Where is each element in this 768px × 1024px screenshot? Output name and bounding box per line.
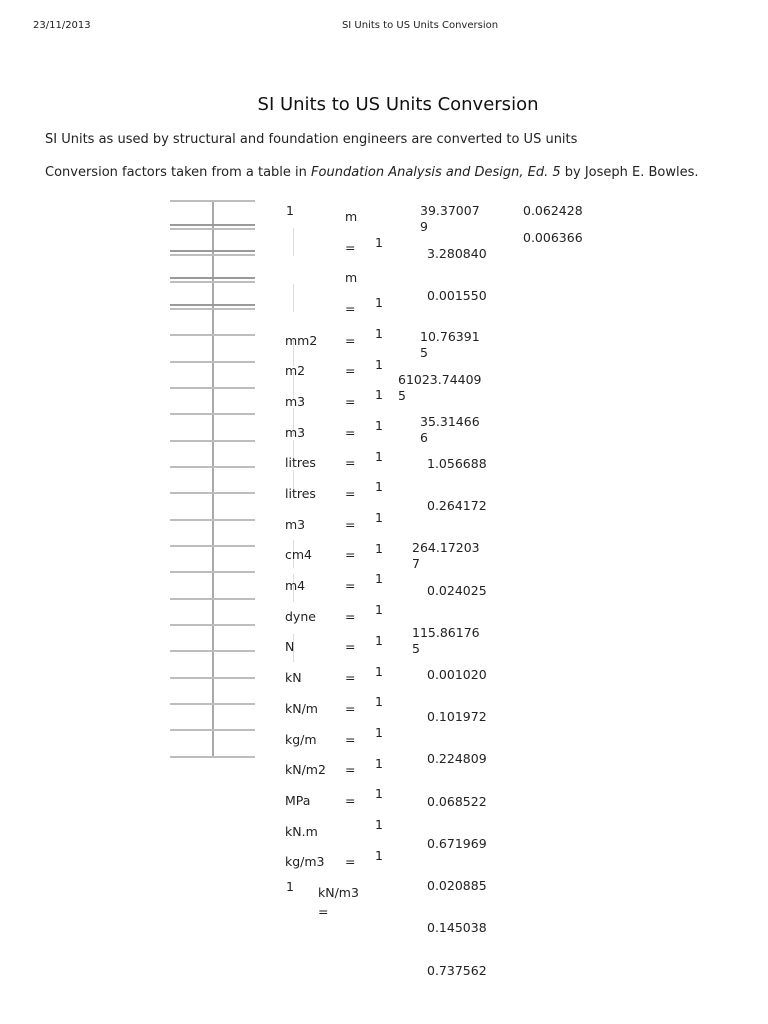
one-cell: 1	[375, 479, 383, 494]
value-cell: 0.101972	[427, 709, 487, 724]
rule-line	[170, 650, 255, 652]
value-cell: 0.737562	[427, 963, 487, 978]
rule-line	[170, 228, 255, 230]
intro-line-2-prefix: Conversion factors taken from a table in	[45, 165, 312, 180]
one-cell: 1	[375, 664, 383, 679]
one-cell: 1	[375, 387, 383, 402]
value-cell: 0.024025	[427, 583, 487, 598]
equals-cell: =	[345, 486, 356, 501]
equals-cell: =	[345, 701, 356, 716]
extra-value-cell: 0.006366	[523, 230, 583, 245]
rule-line	[170, 703, 255, 705]
unit-cell: m2	[285, 363, 306, 378]
rule-line	[170, 545, 255, 547]
unit-cell: litres	[285, 486, 316, 501]
equals-cell: =	[345, 425, 356, 440]
unit-cell: mm2	[285, 333, 318, 348]
value-cell: 115.861765	[412, 625, 480, 656]
equals-cell: =	[345, 333, 356, 348]
value-cell: 10.763915	[420, 329, 480, 360]
value-cell: 0.224809	[427, 751, 487, 766]
rule-line	[170, 413, 255, 415]
value-cell: 61023.744095	[398, 372, 482, 403]
header-title: SI Units to US Units Conversion	[341, 20, 499, 31]
rule-line	[170, 624, 255, 626]
unit-cell: m3	[285, 425, 306, 440]
rule-line	[170, 277, 255, 279]
unit-cell: m4	[285, 578, 306, 593]
equals-cell: =	[345, 301, 356, 316]
equals-cell: =	[318, 904, 329, 919]
one-cell: 1	[375, 725, 383, 740]
equals-cell: =	[345, 639, 356, 654]
unit-cell: kN/m	[285, 701, 318, 716]
rule-line	[170, 466, 255, 468]
rule-line	[170, 334, 255, 336]
one-cell: 1	[375, 786, 383, 801]
one-cell: 1	[375, 571, 383, 586]
intro-line-1: SI Units as used by structural and foundation engineers are converted to US units	[45, 132, 578, 147]
unit-cell: kg/m3	[285, 854, 325, 869]
one-cell: 1	[375, 848, 383, 863]
equals-cell: =	[345, 394, 356, 409]
one-cell: 1	[375, 295, 383, 310]
unit-cell: kN.m	[285, 824, 318, 839]
rule-line	[170, 598, 255, 600]
intro-line-2	[45, 165, 699, 180]
rule-line	[170, 729, 255, 731]
equals-cell: =	[345, 240, 356, 255]
value-cell: 3.280840	[427, 246, 487, 261]
unit-cell: kg/m	[285, 732, 317, 747]
one-cell: 1	[375, 235, 383, 250]
one-cell: 1	[375, 602, 383, 617]
header-date: 23/11/2013	[33, 20, 91, 31]
unit-cell: kN	[285, 670, 302, 685]
rule-vertical	[212, 200, 214, 756]
unit-cell: N	[285, 639, 295, 654]
equals-cell: =	[345, 793, 356, 808]
unit-cell: m3	[285, 517, 306, 532]
one-cell: 1	[375, 817, 383, 832]
rule-line	[170, 440, 255, 442]
value-cell: 264.172037	[412, 540, 480, 571]
rule-line	[170, 756, 255, 758]
value-cell: 1.056688	[427, 456, 487, 471]
rule-line	[170, 281, 255, 283]
cell-divider	[293, 228, 294, 256]
equals-cell: =	[345, 609, 356, 624]
table-rule-graphic	[170, 200, 255, 760]
rule-line	[170, 224, 255, 226]
one-cell: 1	[375, 326, 383, 341]
value-cell: 35.314666	[420, 414, 480, 445]
unit-cell: litres	[285, 455, 316, 470]
one-cell: 1	[375, 633, 383, 648]
rule-line	[170, 304, 255, 306]
one-cell: 1	[375, 357, 383, 372]
rule-line	[170, 250, 255, 252]
unit-cell: kN/m2	[285, 762, 326, 777]
value-cell: 0.068522	[427, 794, 487, 809]
unit-cell: cm4	[285, 547, 313, 562]
unit-cell: 1	[286, 203, 294, 218]
rule-line	[170, 387, 255, 389]
value-cell: 39.370079	[420, 203, 480, 234]
rule-line	[170, 308, 255, 310]
rule-line	[170, 519, 255, 521]
value-cell: 0.671969	[427, 836, 487, 851]
unit-cell: m3	[285, 394, 306, 409]
one-cell: 1	[375, 418, 383, 433]
value-cell: 0.145038	[427, 920, 487, 935]
unit-cell: kN/m3	[318, 885, 359, 900]
rule-line	[170, 677, 255, 679]
equals-cell: =	[345, 363, 356, 378]
equals-cell: =	[345, 732, 356, 747]
value-cell: 0.020885	[427, 878, 487, 893]
unit-cell: m	[345, 209, 358, 224]
rule-line	[170, 571, 255, 573]
one-cell: 1	[375, 510, 383, 525]
one-cell: 1	[375, 449, 383, 464]
rule-line	[170, 492, 255, 494]
equals-cell: =	[345, 762, 356, 777]
one-cell: 1	[375, 756, 383, 771]
rule-line	[170, 361, 255, 363]
value-cell: 0.001550	[427, 288, 487, 303]
equals-cell: =	[345, 547, 356, 562]
unit-cell: m	[345, 270, 358, 285]
rule-line	[170, 254, 255, 256]
equals-cell: =	[345, 455, 356, 470]
equals-cell: =	[345, 670, 356, 685]
intro-line-2-suffix: by Joseph E. Bowles.	[560, 165, 699, 180]
cell-divider	[293, 284, 294, 312]
equals-cell: =	[345, 854, 356, 869]
unit-cell: dyne	[285, 609, 316, 624]
one-cell: 1	[375, 541, 383, 556]
equals-cell: =	[345, 517, 356, 532]
unit-cell: 1	[286, 879, 294, 894]
page-title: SI Units to US Units Conversion	[257, 94, 539, 115]
one-cell: 1	[375, 694, 383, 709]
extra-value-cell: 0.062428	[523, 203, 583, 218]
value-cell: 0.264172	[427, 498, 487, 513]
rule-line	[170, 200, 255, 202]
book-title: Foundation Analysis and Design, Ed. 5	[311, 165, 561, 180]
equals-cell: =	[345, 578, 356, 593]
value-cell: 0.001020	[427, 667, 487, 682]
unit-cell: MPa	[285, 793, 311, 808]
